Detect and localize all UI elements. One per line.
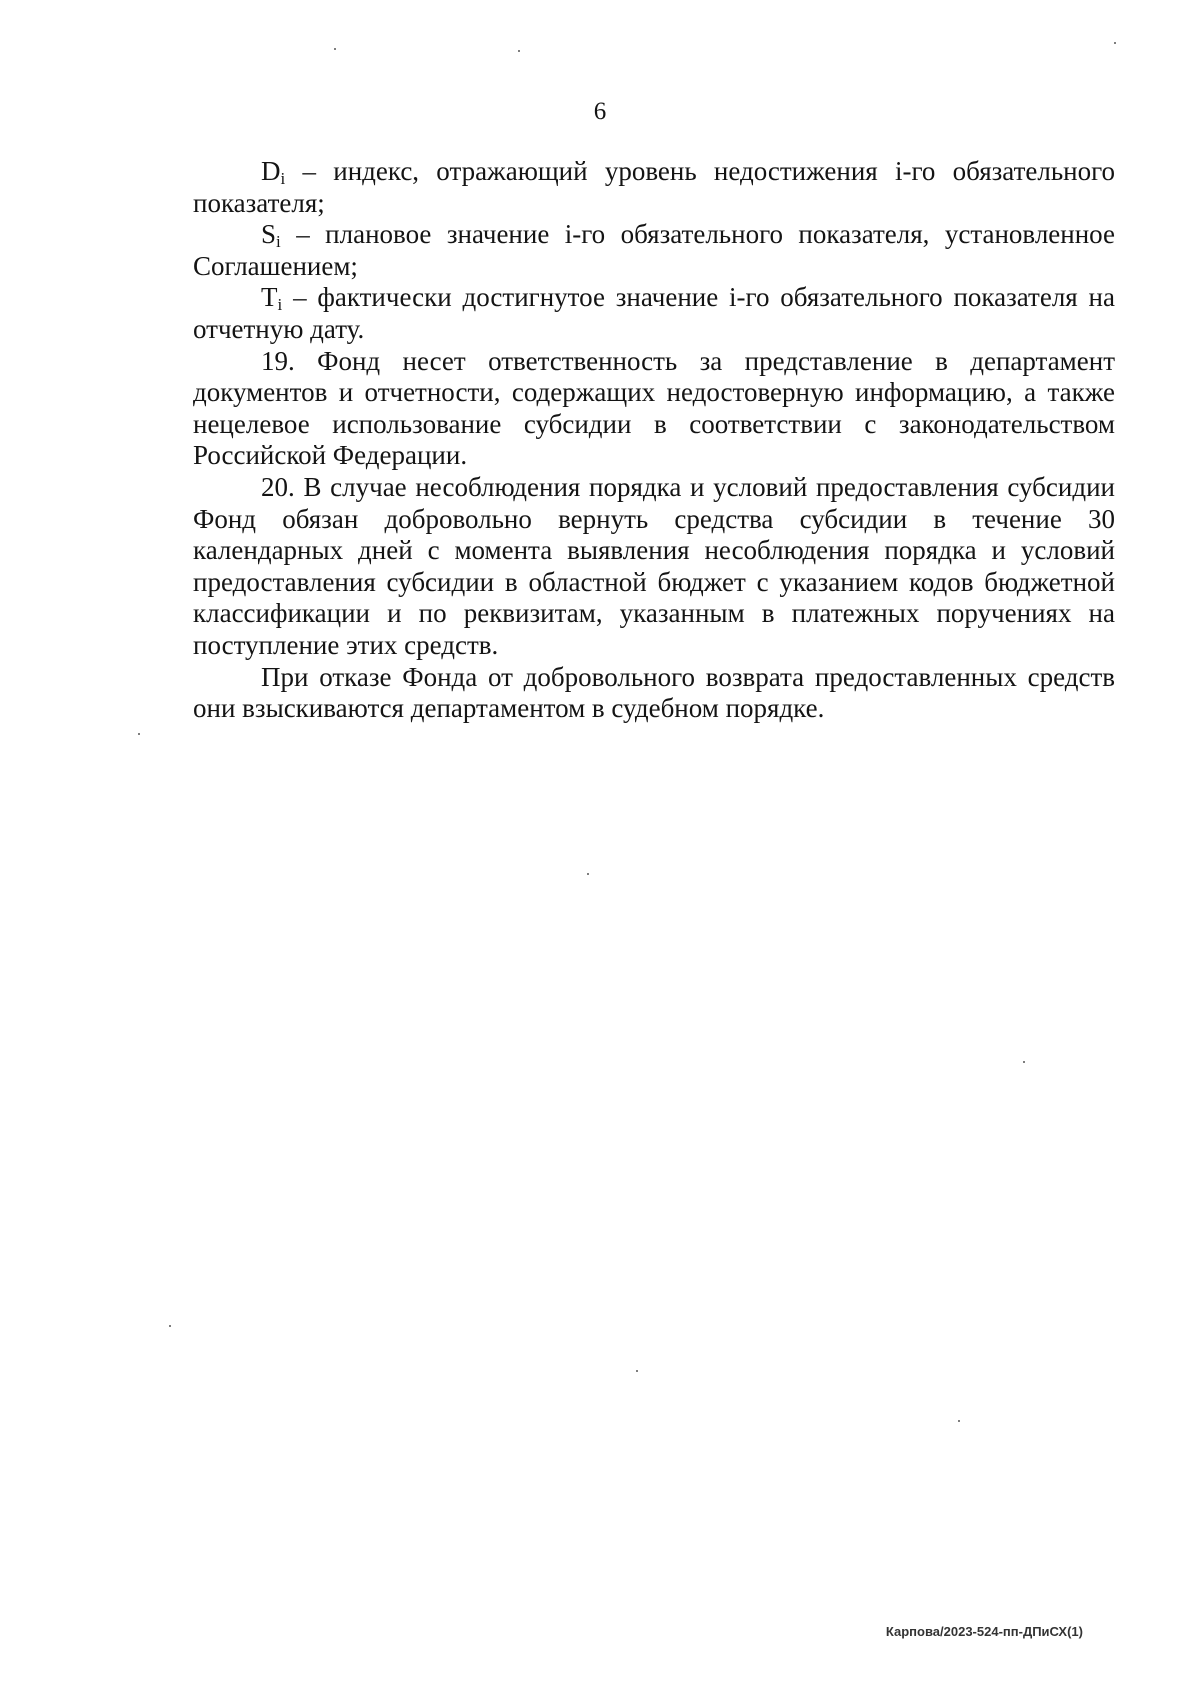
scan-speck — [334, 48, 336, 50]
scan-speck — [169, 1325, 171, 1327]
scan-speck — [636, 1370, 638, 1372]
scan-speck — [958, 1420, 960, 1422]
scan-speck — [1114, 42, 1116, 44]
definition-symbol: $S_i$ — [261, 219, 281, 252]
definition-text: – индекс, отражающий уровень недостижения i-го обязательного показателя; — [193, 156, 1115, 218]
document-body — [193, 156, 1115, 725]
definition-symbol: $D_i$ — [261, 156, 286, 188]
definition-text: – плановое значение i-го обязательного показателя, установленное Соглашением; — [193, 219, 1115, 281]
scan-speck — [518, 50, 520, 52]
scan-speck — [138, 733, 140, 735]
scan-speck — [587, 873, 589, 875]
document-registration-code: Карпова/2023-524-пп-ДПиСХ(1) — [885, 1624, 1083, 1639]
paragraph-20: 20. В случае несоблюдения порядка и условий предоставления субсидии Фонд обязан добровольно вернуть средства субсидии в течение 30 календарных дней с момента выявления несоблюдения порядка и условий предоставления субсидии в областной бюджет с указанием кодов бюджетной классификации и по реквизитам, указанным в платежных поручениях на поступление этих средств. — [193, 471, 1115, 660]
page-number: 6 — [593, 98, 607, 125]
definition-text: – фактически достигнутое значение i-го обязательного показателя на отчетную дату. — [193, 282, 1115, 344]
scan-speck — [1023, 1061, 1025, 1063]
paragraph-19: 19. Фонд несет ответственность за представление в департамент документов и отчетности, содержащих недостоверную информацию, а также нецелевое использование субсидии в соответствии с законодательством Российской Федерации. — [193, 345, 1115, 471]
definition-t — [193, 282, 1115, 345]
definition-s — [193, 219, 1115, 282]
paragraph-refusal: При отказе Фонда от добровольного возврата предоставленных средств они взыскиваются департаментом в судебном порядке. — [193, 661, 1115, 724]
definition-d — [193, 156, 1115, 219]
definition-symbol: $T_i$ — [261, 282, 283, 315]
